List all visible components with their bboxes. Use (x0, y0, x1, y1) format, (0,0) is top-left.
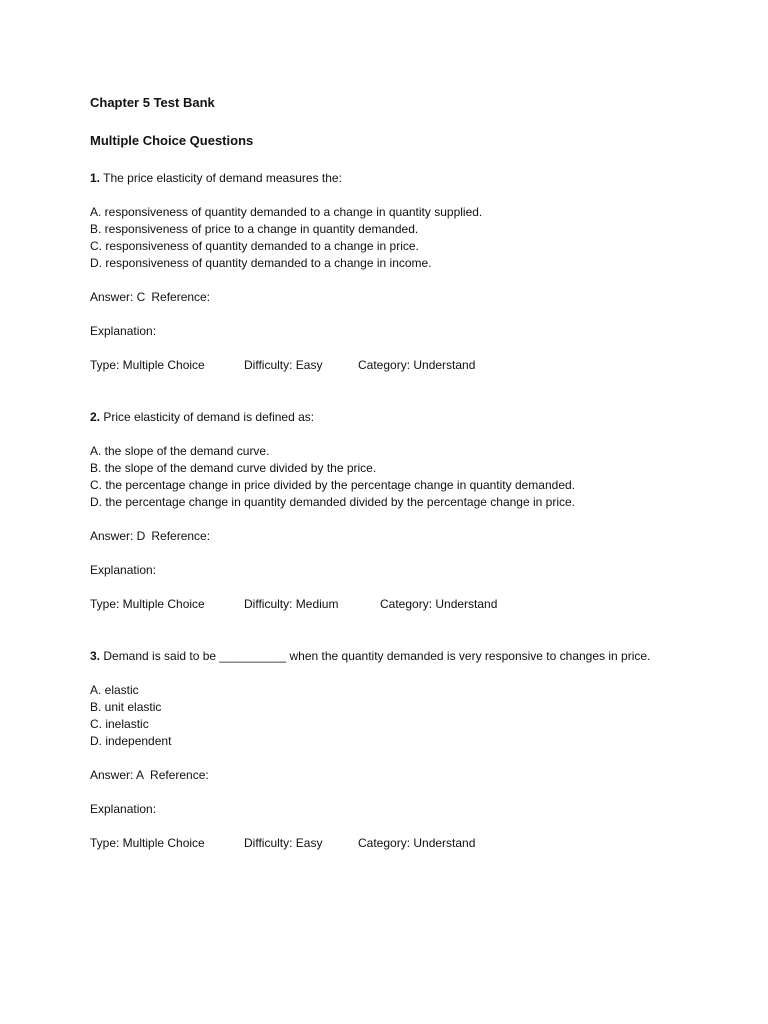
explanation-label: Explanation: (90, 802, 157, 816)
explanation-label: Explanation: (90, 324, 157, 338)
question-category: Category: Understand (358, 836, 476, 850)
question-type: Type: Multiple Choice (90, 358, 205, 372)
question-number: 2. (90, 410, 101, 424)
question-category: Category: Understand (358, 358, 476, 372)
document-title: Chapter 5 Test Bank (90, 95, 215, 110)
question-stem: The price elasticity of demand measures the: (100, 171, 342, 185)
reference-label: Reference: (150, 768, 209, 782)
answer-options (90, 443, 730, 511)
option-b: B. responsiveness of price to a change in quantity demanded. (90, 222, 419, 236)
answer-value: Answer: A (90, 768, 145, 782)
answer-value: Answer: D (90, 529, 146, 543)
question-meta (90, 835, 730, 852)
question-text (90, 648, 730, 665)
question-number: 1. (90, 171, 101, 185)
question-type: Type: Multiple Choice (90, 836, 205, 850)
question-type: Type: Multiple Choice (90, 597, 205, 611)
option-c: C. responsiveness of quantity demanded to a change in price. (90, 239, 419, 253)
question-difficulty: Difficulty: Easy (244, 836, 323, 850)
option-b: B. the slope of the demand curve divided by the price. (90, 461, 377, 475)
answer-value: Answer: C (90, 290, 146, 304)
option-c: C. inelastic (90, 717, 149, 731)
answer-options (90, 682, 730, 750)
question-category: Category: Understand (380, 597, 498, 611)
option-a: A. the slope of the demand curve. (90, 444, 270, 458)
question-stem: Demand is said to be __________ when the quantity demanded is very responsive to changes in price. (100, 649, 651, 663)
question-block-3 (90, 648, 730, 852)
question-stem: Price elasticity of demand is defined as: (100, 410, 315, 424)
reference-label: Reference: (151, 529, 211, 543)
answer-line (90, 528, 730, 545)
question-meta (90, 357, 730, 374)
explanation-label: Explanation: (90, 563, 157, 577)
question-number: 3. (90, 649, 101, 663)
answer-line (90, 767, 730, 784)
option-a: A. elastic (90, 683, 139, 697)
question-block-1 (90, 170, 730, 374)
question-text (90, 170, 730, 187)
document-content (90, 94, 730, 852)
option-a: A. responsiveness of quantity demanded to a change in quantity supplied. (90, 205, 483, 219)
option-b: B. unit elastic (90, 700, 162, 714)
reference-label: Reference: (151, 290, 211, 304)
answer-options (90, 204, 730, 272)
question-difficulty: Difficulty: Easy (244, 358, 323, 372)
section-title: Multiple Choice Questions (90, 133, 254, 148)
question-block-2 (90, 409, 730, 613)
option-d: D. independent (90, 734, 172, 748)
question-meta (90, 596, 730, 613)
answer-line (90, 289, 730, 306)
option-d: D. the percentage change in quantity demanded divided by the percentage change in price. (90, 495, 576, 509)
option-c: C. the percentage change in price divided by the percentage change in quantity demanded. (90, 478, 576, 492)
option-d: D. responsiveness of quantity demanded to a change in income. (90, 256, 432, 270)
question-text (90, 409, 730, 426)
question-difficulty: Difficulty: Medium (244, 597, 339, 611)
